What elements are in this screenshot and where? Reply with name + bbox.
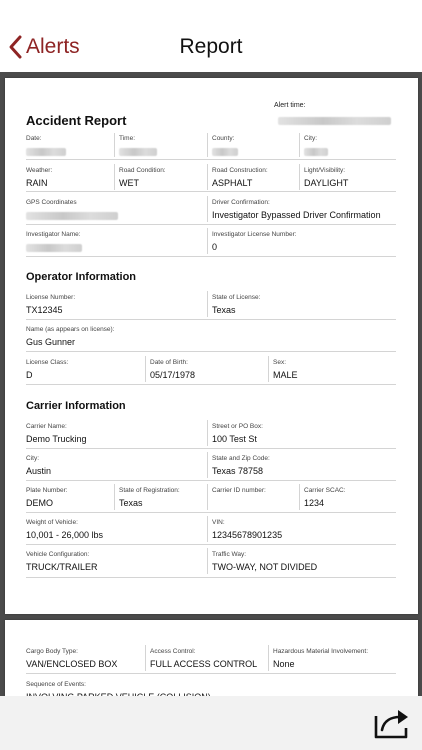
access-control-value: FULL ACCESS CONTROL bbox=[150, 659, 258, 669]
weather-field bbox=[26, 167, 52, 189]
road-condition-value: WET bbox=[119, 178, 139, 188]
time-redacted bbox=[119, 148, 157, 156]
divider bbox=[26, 159, 396, 160]
date-of-birth-label: Date of Birth: bbox=[150, 359, 188, 366]
divider bbox=[207, 228, 208, 254]
cargo-body-field bbox=[26, 648, 117, 670]
state-of-license-label: State of License: bbox=[212, 294, 261, 301]
license-number-field bbox=[26, 294, 75, 316]
divider bbox=[268, 645, 269, 671]
road-construction-value: ASPHALT bbox=[212, 178, 253, 188]
road-condition-label: Road Condition: bbox=[119, 167, 166, 174]
divider bbox=[26, 224, 396, 225]
divider bbox=[26, 351, 396, 352]
date-of-birth-field bbox=[150, 359, 195, 381]
operator-name-value: Gus Gunner bbox=[26, 337, 76, 347]
road-construction-label: Road Construction: bbox=[212, 167, 268, 174]
license-class-field bbox=[26, 359, 68, 381]
state-registration-value: Texas bbox=[119, 498, 143, 508]
vehicle-configuration-field bbox=[26, 551, 98, 573]
time-label: Time: bbox=[119, 135, 136, 142]
time-field bbox=[119, 135, 157, 161]
divider bbox=[207, 516, 208, 542]
back-button-label: Alerts bbox=[26, 35, 80, 58]
alert-time-redacted bbox=[278, 112, 391, 121]
divider bbox=[26, 319, 396, 320]
license-class-value: D bbox=[26, 370, 33, 380]
traffic-way-value: TWO-WAY, NOT DIVIDED bbox=[212, 562, 318, 572]
city-field bbox=[304, 135, 328, 161]
divider bbox=[207, 164, 208, 190]
light-visibility-value: DAYLIGHT bbox=[304, 178, 349, 188]
sex-label: Sex: bbox=[273, 359, 287, 366]
divider bbox=[207, 452, 208, 478]
vehicle-weight-field bbox=[26, 519, 103, 541]
divider bbox=[114, 164, 115, 190]
divider bbox=[299, 133, 300, 157]
city-label: City: bbox=[304, 135, 317, 142]
traffic-way-field bbox=[212, 551, 317, 573]
carrier-id-label: Carrier ID number: bbox=[212, 487, 266, 494]
state-zip-field bbox=[212, 455, 270, 477]
traffic-way-label: Traffic Way: bbox=[212, 551, 247, 558]
vehicle-weight-value: 10,001 - 26,000 lbs bbox=[26, 530, 104, 540]
divider bbox=[26, 544, 396, 545]
state-zip-value: Texas 78758 bbox=[212, 466, 264, 476]
license-class-label: License Class: bbox=[26, 359, 69, 366]
divider bbox=[26, 577, 396, 578]
operator-name-label: Name (as appears on license): bbox=[26, 326, 115, 333]
divider bbox=[299, 484, 300, 510]
access-control-label: Access Control: bbox=[150, 648, 196, 655]
vin-field bbox=[212, 519, 282, 541]
divider bbox=[26, 512, 396, 513]
divider bbox=[268, 356, 269, 382]
divider bbox=[26, 673, 396, 674]
investigator-name-redacted bbox=[26, 244, 82, 252]
sex-value: MALE bbox=[273, 370, 298, 380]
page-title: Report bbox=[179, 35, 243, 58]
state-of-license-value: Texas bbox=[212, 305, 236, 315]
carrier-name-value: Demo Trucking bbox=[26, 434, 87, 444]
investigator-license-field bbox=[212, 231, 297, 253]
county-field bbox=[212, 135, 238, 161]
divider bbox=[26, 480, 396, 481]
plate-number-field bbox=[26, 487, 68, 509]
driver-confirmation-label: Driver Confirmation: bbox=[212, 199, 270, 206]
road-construction-field bbox=[212, 167, 268, 189]
plate-number-value: DEMO bbox=[26, 498, 53, 508]
date-label: Date: bbox=[26, 135, 42, 142]
vehicle-configuration-label: Vehicle Configuration: bbox=[26, 551, 90, 558]
street-value: 100 Test St bbox=[212, 434, 257, 444]
state-zip-label: State and Zip Code: bbox=[212, 455, 270, 462]
vehicle-configuration-value: TRUCK/TRAILER bbox=[26, 562, 98, 572]
vehicle-weight-label: Weight of Vehicle: bbox=[26, 519, 78, 526]
operator-name-field bbox=[26, 326, 115, 348]
hazmat-label: Hazardous Material Involvement: bbox=[273, 648, 369, 655]
carrier-city-label: City: bbox=[26, 455, 39, 462]
hazmat-field bbox=[273, 648, 368, 670]
access-control-field bbox=[150, 648, 257, 670]
sex-field bbox=[273, 359, 298, 381]
county-label: County: bbox=[212, 135, 235, 142]
divider bbox=[207, 484, 208, 510]
report-title: Accident Report bbox=[26, 113, 127, 128]
gps-field bbox=[26, 199, 118, 225]
document-viewer[interactable] bbox=[0, 72, 422, 696]
carrier-scac-field bbox=[304, 487, 346, 509]
driver-confirmation-value: Investigator Bypassed Driver Confirmation bbox=[212, 210, 381, 220]
city-redacted bbox=[304, 148, 328, 156]
divider bbox=[145, 356, 146, 382]
divider bbox=[26, 191, 396, 192]
divider bbox=[145, 645, 146, 671]
divider bbox=[26, 256, 396, 257]
carrier-city-field bbox=[26, 455, 51, 477]
carrier-name-label: Carrier Name: bbox=[26, 423, 67, 430]
state-registration-label: State of Registration: bbox=[119, 487, 180, 494]
divider bbox=[26, 448, 396, 449]
carrier-section-title: Carrier Information bbox=[26, 400, 126, 412]
carrier-city-value: Austin bbox=[26, 466, 52, 476]
street-label: Street or PO Box: bbox=[212, 423, 263, 430]
street-field bbox=[212, 423, 263, 445]
navigation-bar bbox=[0, 0, 422, 72]
date-field bbox=[26, 135, 66, 161]
gps-label: GPS Coordinates bbox=[26, 199, 77, 206]
road-condition-field bbox=[119, 167, 166, 189]
divider bbox=[207, 291, 208, 317]
report-page-1 bbox=[5, 78, 418, 614]
date-redacted bbox=[26, 148, 66, 156]
gps-redacted bbox=[26, 212, 118, 220]
divider bbox=[299, 164, 300, 190]
light-visibility-field bbox=[304, 167, 348, 189]
divider bbox=[26, 384, 396, 385]
weather-label: Weather: bbox=[26, 167, 53, 174]
carrier-scac-value: 1234 bbox=[304, 498, 325, 508]
state-registration-field bbox=[119, 487, 180, 509]
divider bbox=[114, 133, 115, 157]
date-of-birth-value: 05/17/1978 bbox=[150, 370, 196, 380]
bottom-toolbar bbox=[0, 696, 422, 750]
hazmat-value: None bbox=[273, 659, 295, 669]
divider bbox=[207, 548, 208, 574]
investigator-license-label: Investigator License Number: bbox=[212, 231, 297, 238]
investigator-name-label: Investigator Name: bbox=[26, 231, 81, 238]
cargo-body-value: VAN/ENCLOSED BOX bbox=[26, 659, 118, 669]
carrier-scac-label: Carrier SCAC: bbox=[304, 487, 346, 494]
divider bbox=[207, 196, 208, 222]
state-of-license-field bbox=[212, 294, 260, 316]
light-visibility-label: Light/Visibility: bbox=[304, 167, 346, 174]
driver-confirmation-field bbox=[212, 199, 381, 221]
vin-label: VIN: bbox=[212, 519, 225, 526]
divider bbox=[207, 133, 208, 157]
cargo-body-label: Cargo Body Type: bbox=[26, 648, 78, 655]
share-button[interactable] bbox=[372, 706, 412, 740]
operator-section-title: Operator Information bbox=[26, 271, 137, 283]
license-number-label: License Number: bbox=[26, 294, 76, 301]
weather-value: RAIN bbox=[26, 178, 48, 188]
carrier-id-field bbox=[212, 487, 266, 495]
plate-number-label: Plate Number: bbox=[26, 487, 68, 494]
sequence-of-events-label: Sequence of Events: bbox=[26, 681, 86, 688]
alert-time-label: Alert time: bbox=[274, 102, 306, 109]
county-redacted bbox=[212, 148, 238, 156]
investigator-name-field bbox=[26, 231, 82, 257]
share-icon bbox=[372, 706, 412, 740]
divider bbox=[114, 484, 115, 510]
carrier-name-field bbox=[26, 423, 87, 445]
divider bbox=[207, 420, 208, 446]
investigator-license-value: 0 bbox=[212, 242, 218, 252]
vin-value: 12345678901235 bbox=[212, 530, 283, 540]
license-number-value: TX12345 bbox=[26, 305, 63, 315]
